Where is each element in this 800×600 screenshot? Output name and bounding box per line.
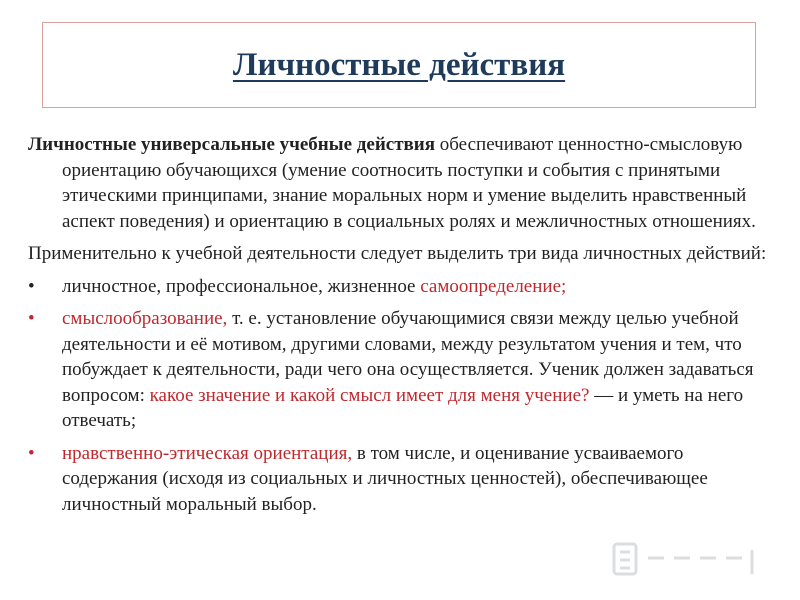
bullet-marker: • <box>28 275 35 297</box>
bullet-highlight: нравственно-этическая ориентация, <box>62 442 353 464</box>
slide-title: Личностные действия <box>232 46 566 83</box>
bullet-text: в том числе, и оценивание усваиваемого содержания (исходя из социальных и личностных ценностей), обеспечивающее личностный моральный выбор. <box>62 442 708 515</box>
bullet-text-end: — и уметь на него отвечать; <box>62 384 744 431</box>
list-item-meaning-formation <box>28 306 778 434</box>
bullet-text: т. е. установление обучающимися связи между целью учебной деятельности и её мотивом, другими словами, между результатом учения и тем, что побуждает к деятельности, ради чего она осуществляется. Ученик должен задаваться вопросом: <box>62 308 754 406</box>
bullet-highlight: смыслообразование, <box>62 308 228 329</box>
bullet-highlight: самоопределение; <box>420 275 567 297</box>
list-item-self-determination <box>28 274 778 300</box>
bullet-marker: • <box>28 442 35 464</box>
paragraph-intro: Применительно к учебной деятельности следует выделить три вида личностных действий: <box>28 243 767 264</box>
watermark-graphic <box>612 538 762 582</box>
title-box <box>42 22 756 108</box>
bullet-text: личностное, профессиональное, жизненное <box>62 275 421 297</box>
slide-content <box>28 132 778 524</box>
bullet-question: какое значение и какой смысл имеет для меня учение? <box>149 384 590 406</box>
bullet-marker: • <box>28 308 35 329</box>
list-item-moral-orientation <box>28 441 778 518</box>
definition-text: обеспечивают ценностно-смысловую ориентацию обучающихся (умение соотносить поступки и события с принятыми этическими принципами, знание моральных норм и умение выделить нравственный аспект поведения) и ориентацию в социальных ролях и межличностных отношениях. <box>62 134 756 232</box>
definition-term: Личностные универсальные учебные действия <box>28 134 436 155</box>
paragraph-definition <box>28 132 778 234</box>
